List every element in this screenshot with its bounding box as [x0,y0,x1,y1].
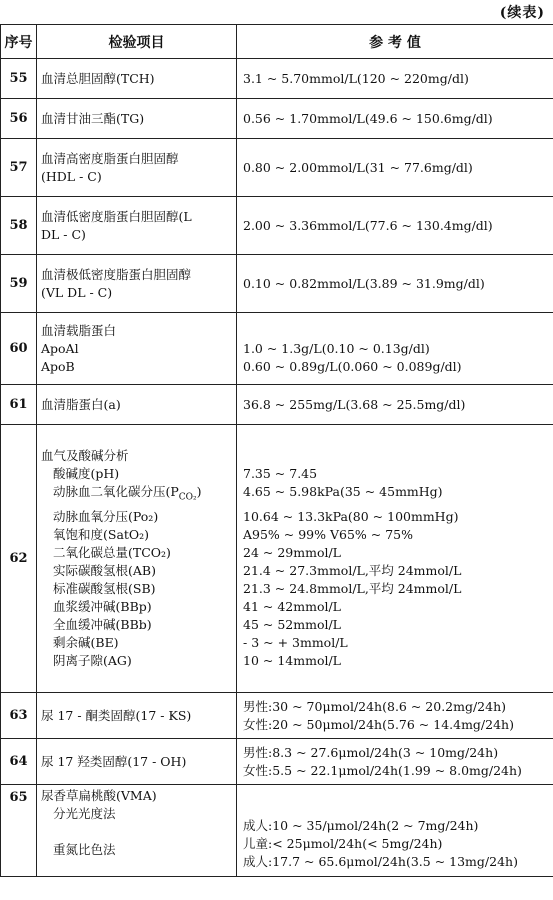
table-row [1,255,553,313]
reference-line: 儿童:< 25μmol/24h(< 5mg/24h) [243,836,443,851]
reference-value [237,739,553,785]
reference-value [237,425,553,693]
table-row [1,425,553,693]
table-row [1,139,553,197]
row-number: 57 [1,139,37,197]
test-item-line: DL - C) [41,226,86,242]
row-number: 63 [1,693,37,739]
reference-value: 2.00 ~ 3.36mmol/L(77.6 ~ 130.4mg/dl) [237,197,553,255]
row-number: 56 [1,99,37,139]
reference-line: 24 ~ 29mmol/L [243,545,341,560]
test-item-line: 阴离子隙(AG) [53,653,132,668]
header-ref: 参 考 值 [237,25,553,59]
test-item: 血清甘油三酯(TG) [37,99,237,139]
row-number: 59 [1,255,37,313]
reference-value: 0.56 ~ 1.70mmol/L(49.6 ~ 150.6mg/dl) [237,99,553,139]
reference-line: 10 ~ 14mmol/L [243,653,341,668]
test-item: 尿 17 - 酮类固醇(17 - KS) [37,693,237,739]
test-item [37,425,237,693]
test-item-line: 二氧化碳总量(TCO₂) [53,545,171,560]
reference-line: 男性:8.3 ~ 27.6μmol/24h(3 ~ 10mg/24h) [243,744,499,760]
row-number: 55 [1,59,37,99]
test-item [37,197,237,255]
test-item-line: 实际碳酸氢根(AB) [53,563,156,578]
reference-line: 成人:10 ~ 35/μmol/24h(2 ~ 7mg/24h) [243,818,479,833]
test-item-line: 动脉血二氧化碳分压$(P_{CO_2})$ [53,484,202,503]
test-item-line: 重氮比色法 [53,842,116,857]
reference-line: 成人:17.7 ~ 65.6μmol/24h(3.5 ~ 13mg/24h) [243,854,518,869]
row-number: 65 [1,785,37,877]
test-item: 血清脂蛋白(a) [37,385,237,425]
table-row [1,785,553,877]
reference-line: 45 ~ 52mmol/L [243,617,341,632]
reference-line: - 3 ~ + 3mmol/L [243,635,348,650]
reference-line: 41 ~ 42mmol/L [243,599,341,614]
reference-line: 0.60 ~ 0.89g/L(0.060 ~ 0.089g/dl) [243,358,462,374]
row-number: 64 [1,739,37,785]
row-number: 61 [1,385,37,425]
test-item-line: 分光光度法 [53,806,116,821]
test-item-line: ApoB [41,358,75,374]
row-number: 62 [1,425,37,693]
test-item-line: 全血缓冲碱(BBb) [53,617,152,632]
row-number: 58 [1,197,37,255]
table-row [1,385,553,425]
reference-line: 21.3 ~ 24.8mmol/L,平均 24mmol/L [243,581,462,596]
reference-value: 0.80 ~ 2.00mmol/L(31 ~ 77.6mg/dl) [237,139,553,197]
test-item [37,785,237,877]
reference-value: 36.8 ~ 255mg/L(3.68 ~ 25.5mg/dl) [237,385,553,425]
test-item [37,313,237,385]
test-item-line: 血浆缓冲碱(BBp) [53,599,152,614]
header-row [1,25,553,59]
test-item-line: 血气及酸碱分析 [41,448,129,463]
row-number: 60 [1,313,37,385]
test-item [37,139,237,197]
reference-table [0,24,553,877]
reference-line: A95% ~ 99% V65% ~ 75% [243,527,414,542]
reference-line: 男性:30 ~ 70μmol/24h(8.6 ~ 20.2mg/24h) [243,698,507,714]
test-item-line: 血清低密度脂蛋白胆固醇(L [41,208,192,224]
table-row [1,59,553,99]
test-item [37,255,237,313]
test-item: 尿 17 羟类固醇(17 - OH) [37,739,237,785]
test-item-line: 血清极低密度脂蛋白胆固醇 [41,266,192,282]
header-item: 检验项目 [37,25,237,59]
reference-value: 3.1 ~ 5.70mmol/L(120 ~ 220mg/dl) [237,59,553,99]
reference-value [237,693,553,739]
reference-line: 21.4 ~ 27.3mmol/L,平均 24mmol/L [243,563,462,578]
table-row [1,739,553,785]
test-item-line: ApoAl [41,340,79,356]
test-item-line: 动脉血氧分压(Po₂) [53,509,159,524]
table-row [1,99,553,139]
reference-line: 7.35 ~ 7.45 [243,466,318,481]
reference-line: 1.0 ~ 1.3g/L(0.10 ~ 0.13g/dl) [243,340,430,356]
test-item-line: 氧饱和度(SatO₂) [53,527,150,542]
test-item-line: (HDL - C) [41,168,102,184]
reference-value [237,785,553,877]
table-row [1,313,553,385]
test-item-line: 剩余碱(BE) [53,635,119,650]
reference-line: 4.65 ~ 5.98kPa(35 ~ 45mmHg) [243,484,443,499]
reference-value [237,313,553,385]
header-no: 序号 [1,25,37,59]
test-item-line: 尿香草扁桃酸(VMA) [41,788,157,803]
test-item-line: 血清高密度脂蛋白胆固醇 [41,150,179,166]
test-item-line: (VL DL - C) [41,284,113,300]
reference-line: 女性:5.5 ~ 22.1μmol/24h(1.99 ~ 8.0mg/24h) [243,762,522,778]
test-item: 血清总胆固醇(TCH) [37,59,237,99]
test-item-line: 酸碱度(pH) [53,466,120,481]
test-item-line: 血清载脂蛋白 [41,322,117,338]
continued-label: (续表) [499,5,545,21]
test-item-line: 标准碳酸氢根(SB) [53,581,156,596]
reference-line: 女性:20 ~ 50μmol/24h(5.76 ~ 14.4mg/24h) [243,716,514,732]
reference-line: 10.64 ~ 13.3kPa(80 ~ 100mmHg) [243,509,459,524]
table-row [1,693,553,739]
table-row [1,197,553,255]
reference-value: 0.10 ~ 0.82mmol/L(3.89 ~ 31.9mg/dl) [237,255,553,313]
